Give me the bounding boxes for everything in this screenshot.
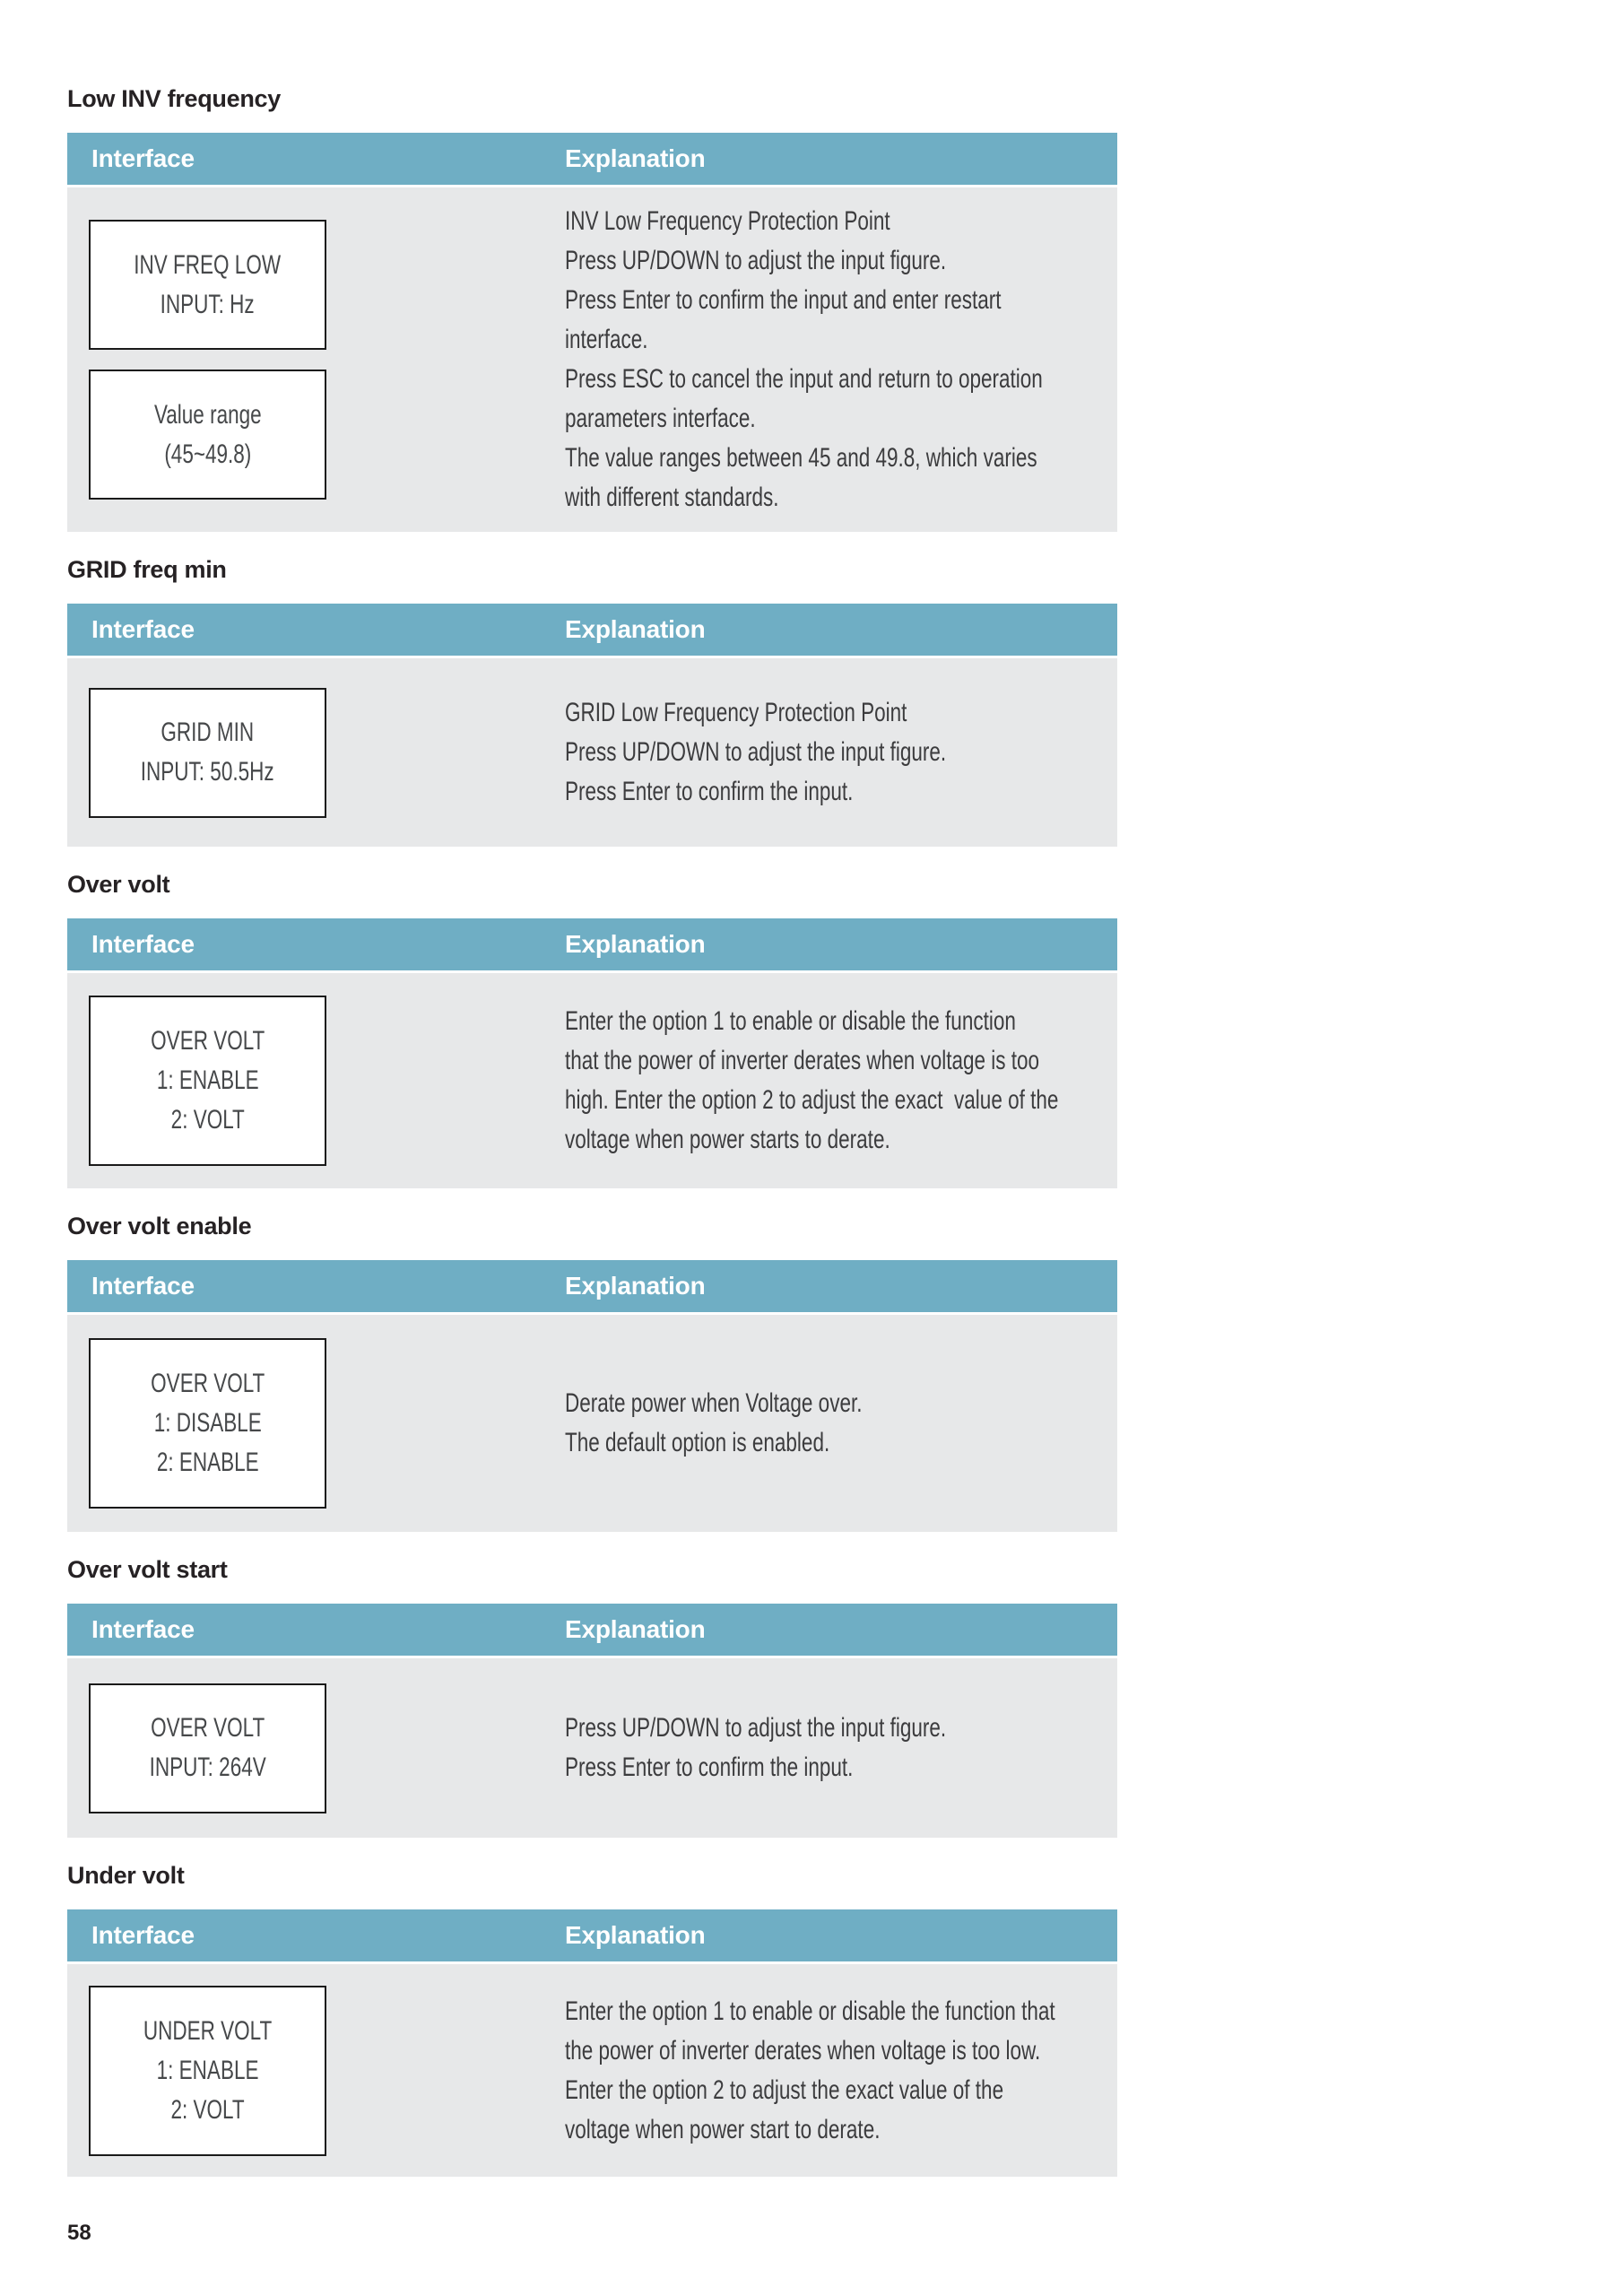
parameter-table xyxy=(67,1604,1117,1838)
table-body-row xyxy=(67,973,1117,1188)
section-over-volt-enable xyxy=(67,1210,1117,1532)
explanation-cell xyxy=(565,1964,1228,2177)
explanation-cell xyxy=(565,658,1117,847)
table-header-row xyxy=(67,1260,1117,1312)
section-over-volt xyxy=(67,868,1117,1188)
lcd-screen-text: GRID MIN INPUT: 50.5Hz xyxy=(141,718,274,787)
explanation-column-header: Explanation xyxy=(565,1921,706,1949)
table-header-row xyxy=(67,1604,1117,1656)
explanation-cell xyxy=(565,1315,1117,1532)
table-header-row xyxy=(67,604,1117,656)
explanation-column-header: Explanation xyxy=(565,144,706,172)
table-header-row xyxy=(67,1909,1117,1961)
explanation-column-header: Explanation xyxy=(565,615,706,643)
table-body-row xyxy=(67,1658,1117,1838)
parameter-table xyxy=(67,1260,1117,1532)
lcd-screen-box xyxy=(89,370,326,500)
interface-column-header: Interface xyxy=(91,1272,195,1300)
lcd-screen-box xyxy=(89,1338,326,1509)
lcd-screen-text: UNDER VOLT 1: ENABLE 2: VOLT xyxy=(143,2015,273,2125)
lcd-screen-box xyxy=(89,688,326,818)
table-header-row xyxy=(67,133,1117,185)
table-body-row xyxy=(67,187,1117,532)
explanation-cell xyxy=(565,1658,1117,1838)
lcd-screen-text: OVER VOLT 1: ENABLE 2: VOLT xyxy=(150,1026,265,1135)
section-title: Over volt xyxy=(67,871,170,898)
interface-cell xyxy=(67,1315,565,1532)
explanation-text: Enter the option 1 to enable or disable the function that the power of inverter derates when voltage is too high. Enter the option 2 to adjust the exact value of the voltage when power starts to derate. xyxy=(565,1006,1059,1154)
explanation-cell xyxy=(565,973,1232,1188)
explanation-column-header: Explanation xyxy=(565,1272,706,1300)
explanation-text: Derate power when Voltage over. The default option is enabled. xyxy=(565,1388,863,1457)
lcd-screen-box xyxy=(89,220,326,350)
parameter-table xyxy=(67,133,1117,532)
interface-column-header: Interface xyxy=(91,615,195,643)
page-number: 58 xyxy=(67,2221,91,2245)
section-over-volt-start xyxy=(67,1553,1117,1838)
section-title: Low INV frequency xyxy=(67,85,281,112)
interface-column-header: Interface xyxy=(91,1615,195,1643)
parameter-table xyxy=(67,604,1117,847)
explanation-text: Enter the option 1 to enable or disable the function that the power of inverter derates when voltage is too low. Enter the option 2 to adjust the exact value of the voltage when power start to derate. xyxy=(565,1996,1055,2144)
interface-column-header: Interface xyxy=(91,1921,195,1949)
interface-cell xyxy=(67,187,565,532)
table-body-row xyxy=(67,658,1117,847)
table-header-row xyxy=(67,918,1117,970)
interface-cell xyxy=(67,973,565,1188)
explanation-text: GRID Low Frequency Protection Point Press UP/DOWN to adjust the input figure. Press Enter to confirm the input. xyxy=(565,698,947,806)
section-title: Under volt xyxy=(67,1862,185,1889)
lcd-screen-box xyxy=(89,996,326,1166)
explanation-column-header: Explanation xyxy=(565,1615,706,1643)
table-body-row xyxy=(67,1964,1117,2177)
lcd-screen-text: Value range (45~49.8) xyxy=(153,399,262,469)
table-body-row xyxy=(67,1315,1117,1532)
interface-column-header: Interface xyxy=(91,930,195,958)
section-title: GRID freq min xyxy=(67,556,227,583)
section-low-inv-frequency xyxy=(67,83,1117,532)
parameter-table xyxy=(67,918,1117,1188)
section-title: Over volt start xyxy=(67,1556,228,1583)
lcd-screen-box xyxy=(89,1986,326,2156)
explanation-text: Press UP/DOWN to adjust the input figure. Press Enter to confirm the input. xyxy=(565,1713,947,1782)
interface-cell xyxy=(67,1658,565,1838)
lcd-screen-text: OVER VOLT 1: DISABLE 2: ENABLE xyxy=(150,1369,265,1477)
explanation-column-header: Explanation xyxy=(565,930,706,958)
explanation-cell xyxy=(565,187,1211,532)
lcd-screen-text: INV FREQ LOW INPUT: Hz xyxy=(134,249,282,319)
section-grid-freq-min xyxy=(67,553,1117,847)
lcd-screen-box xyxy=(89,1683,326,1813)
parameter-table xyxy=(67,1909,1117,2177)
section-title: Over volt enable xyxy=(67,1213,252,1239)
explanation-text: INV Low Frequency Protection Point Press UP/DOWN to adjust the input figure. Press Enter to confirm the input and enter restart interface. Press ESC to cancel the input and return to operation parameters interface. The value ranges between 45 and 49.8, which varies with different standards. xyxy=(565,206,1043,512)
interface-cell xyxy=(67,658,565,847)
lcd-screen-text: OVER VOLT INPUT: 264V xyxy=(149,1713,266,1782)
interface-column-header: Interface xyxy=(91,144,195,172)
interface-cell xyxy=(67,1964,565,2177)
section-under-volt xyxy=(67,1859,1117,2177)
